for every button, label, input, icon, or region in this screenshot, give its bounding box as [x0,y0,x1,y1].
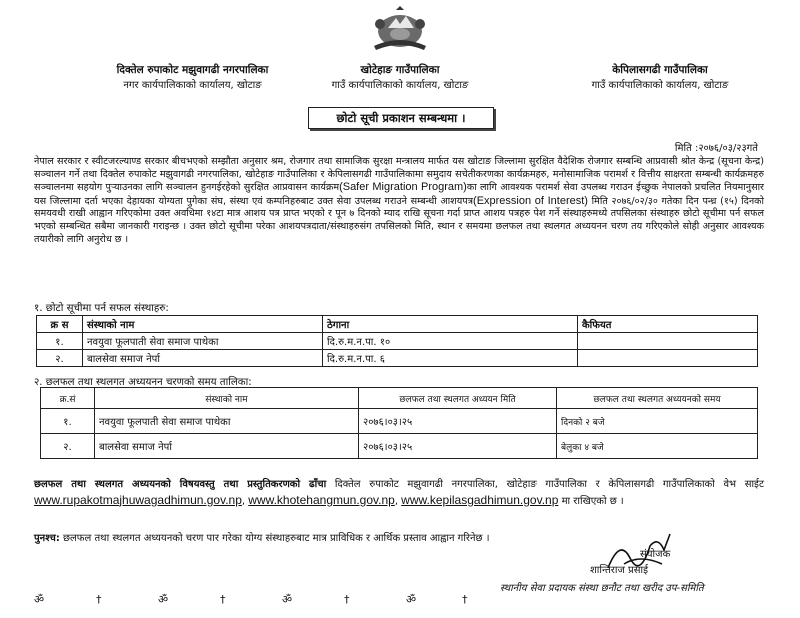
office-name: केपिलासगढी गाउँपालिका [612,64,708,76]
table-row [37,350,758,367]
table-cell: २०७६।०३।२५ [359,409,557,434]
table-row [37,333,758,350]
table-header: क्र.सं [41,388,95,409]
separator: , [394,495,402,507]
svg-text:ॐ: ॐ [34,593,45,606]
svg-text:†: † [344,593,350,606]
intro-paragraph [34,156,764,246]
table-cell: नवयुवा फूलपाती सेवा समाज पाथेका [83,333,323,350]
signatory-committee: स्थानीय सेवा प्रदायक संस्था छनौट तथा खरीद उप-समिति [500,583,704,594]
office-header-kepilasgadhi [555,63,765,93]
subject-heading: छोटो सूची प्रकाशन सम्बन्धमा । [308,107,494,129]
svg-text:†: † [462,593,468,606]
table-header-row [37,316,758,333]
svg-text:ॐ: ॐ [406,593,417,606]
office-name: खोटेहाङ गाउँपालिका [360,64,440,76]
intro-text-2: का लागि आवश्यक परामर्श सेवा उपलब्ध गराउन ईच्छुक नेपालको प्रचलित नियमानुसार यस जिल्लामा दर्ता भएका देहायका योग्यता पुगेका संघ, संस्था एवं कम्पनिहरुबाट उक्त सेवा उपलब्ध गराउने सम्बन्धी आशयपत्र [34,182,764,207]
office-subtitle: गाउँ कार्यपालिकाको कार्यालय, खोटाङ [331,80,469,91]
paragraph-end: मा राखिएको छ । [561,495,624,507]
table-header: छलफल तथा स्थलगत अध्ययन मिति [359,388,557,409]
website-link-rupakot[interactable]: www.rupakotmajhuwagadhimun.gov.np [34,492,242,507]
table-header: संस्थाको नाम [95,388,359,409]
table-cell: २. [41,434,95,459]
svg-text:ॐ: ॐ [282,593,293,606]
shortlist-section-title: १. छोटो सूचीमा पर्न सफल संस्थाहरु: [34,303,169,314]
decorative-marks [34,592,764,606]
schedule-table [40,387,758,459]
paragraph-text: दिक्तेल रुपाकोट मझुवागढी नगरपालिका, खोटेहाङ गाउँपालिका र केपिलासगढी गाउँपालिकाको वेभ साईट [326,479,764,490]
notice-date: मिति :२०७६/०३/२३गते [674,143,758,154]
svg-text:ॐ: ॐ [158,593,169,606]
office-header-khotehang [285,63,515,93]
table-cell: दि.रु.म.न.पा. ६ [323,350,578,367]
table-cell [578,350,758,367]
office-header-diktel [80,63,305,93]
intro-english-1: (Safer Migration Program) [339,181,467,194]
table-cell: १. [37,333,83,350]
presentation-format-paragraph [34,478,764,509]
table-row [41,434,758,459]
table-header: कैफियत [578,316,758,333]
table-header: ठेगाना [323,316,578,333]
table-header: संस्थाको नाम [83,316,323,333]
postscript-label: पुनश्च: [34,533,60,544]
table-cell [578,333,758,350]
office-subtitle: गाउँ कार्यपालिकाको कार्यालय, खोटाङ [591,80,729,91]
table-cell: बेलुका ४ बजे [557,434,758,459]
table-cell: दिनको २ बजे [557,409,758,434]
schedule-section-title: २. छलफल तथा स्थलगत अध्ययनन चरणको समय तालिका: [34,377,252,388]
website-link-khotehang[interactable]: www.khotehangmun.gov.np [248,492,395,507]
paragraph-label: छलफल तथा स्थलगत अध्ययनको विषयवस्तु तथा प्रस्तुतिकरणको ढाँचा [34,479,327,490]
table-row [41,409,758,434]
website-link-kepilasgadhi[interactable]: www.kepilasgadhimun.gov.np [401,492,559,507]
table-cell: २०७६।०३।२५ [359,434,557,459]
table-cell: बालसेवा समाज नेर्पा [83,350,323,367]
table-cell: दि.रु.म.न.पा. १० [323,333,578,350]
office-subtitle: नगर कार्यपालिकाको कार्यालय, खोटाङ [123,80,262,91]
table-cell: १. [41,409,95,434]
intro-english-2: (Expression of Interest) [473,194,588,207]
table-header-row [41,388,758,409]
table-cell: बालसेवा समाज नेर्पा [95,434,359,459]
separator: , [241,495,249,507]
svg-text:†: † [96,593,102,606]
shortlist-table [36,315,758,367]
svg-text:†: † [220,593,226,606]
intro-text-1: नेपाल सरकार र स्वीटजरल्याण्ड सरकार बीचभएको सम्झौता अनुसार श्रम, रोजगार तथा सामाजिक सुरक्षा मन्त्रालय मार्फत यस खोटाङ जिल्लामा सुरक्षित वैदेशिक रोजगार सम्बन्धि आप्रवासी श्रोत केन्द्र (सूचना केन्द्र) सञ्चालन गर्ने तथा दिक्तेल रुपाकोट मझुवागढी नगरपालिका, खोटेहाङ गाउँपालिका र केपिलासगढी गाउँपालिकामा समुदाय सचेतीकरणका कार्यक्रमहरु, मनोसामाजिक परामर्श र वित्तीय साक्षरता सम्बन्धी कार्यक्रमहरु सञ्चालनमा सहयोग पुऱ्याउनका लागि सञ्चालन हुनगईरहेको सुरक्षित आप्रवासन कार्यक्रम [34,156,764,194]
table-cell: २. [37,350,83,367]
table-header: क्र स [37,316,83,333]
postscript-text: छलफल तथा स्थलगत अध्ययनको चरण पार गरेका योग्य संस्थाहरुबाट मात्र प्राविधिक र आर्थिक प्रस्ताव आह्वान गरिनेछ । [59,533,490,544]
office-name: दिक्तेल रुपाकोट मझुवागढी नगरपालिका [116,64,269,76]
table-header: छलफल तथा स्थलगत अध्ययनको समय [557,388,758,409]
signatory-role: संयोजक [640,549,671,560]
government-emblem-icon [368,6,432,52]
intro-text-3: मिति २०७६/०२/३० गतेका दिन पन्ध्र (१५) दिनको समयवधी राखी आह्वान गरिएकोमा उक्त अवधिमा १४टा मात्र आशय पत्र प्राप्त भएको र पून ७ दिनको म्याद राखि सूचना गर्दा प्राप्त आशय पत्रहरु पेश गर्ने संस्थाहरुमध्ये तपसिलका संस्थाहरु छोटो सूचीमा पर्न सफल भएको सम्बन्धित सबैमा जानकारी गराइन्छ । उक्त छोटो सूचीमा परेका आशयपत्रदाता/संस्थाहरुसंग तपसिलको मिति, स्थान र समयमा छलफल तथा स्थलगत अध्ययनन चरण तय गरिएकोले सोही अनुसार आवश्यक तयारीको लागि अनुरोध छ । [34,195,764,245]
table-cell: नवयुवा फूलपाती सेवा समाज पाथेका [95,409,359,434]
signatory-name: शान्तिराज प्रसाई [590,565,648,576]
